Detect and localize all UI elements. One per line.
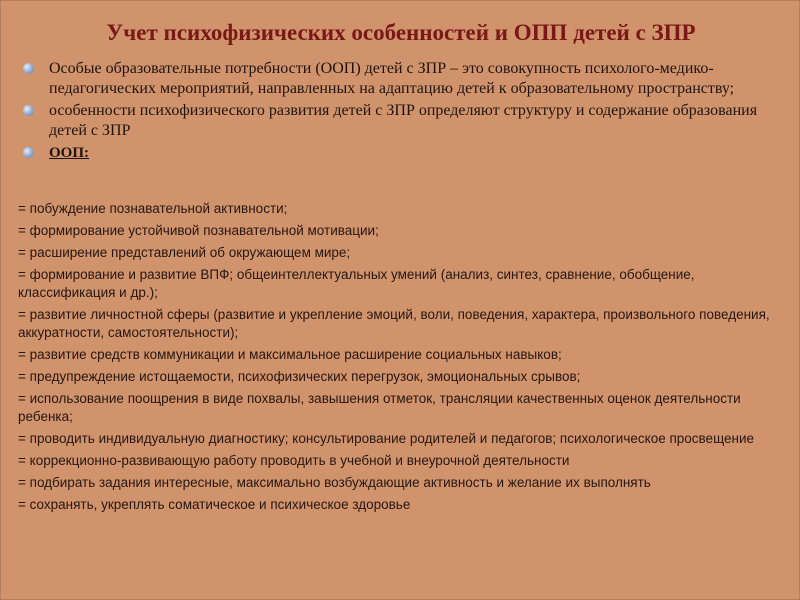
bullet-dot-icon [23, 147, 34, 158]
bullet-item-oop-definition [23, 59, 793, 99]
list-item: = предупреждение истощаемости, психофизических перегрузок, эмоциональных срывов; [18, 369, 581, 384]
list-item: = побуждение познавательной активности; [18, 201, 288, 216]
list-item: = коррекционно-развивающую работу проводить в учебной и внеурочной деятельности [18, 453, 570, 468]
bullet-dot-icon [23, 63, 34, 74]
bullet-item-development-features [23, 101, 793, 141]
list-item: = подбирать задания интересные, максимально возбуждающие активность и желание их выполнять [18, 475, 651, 490]
list-item: = развитие личностной сферы (развитие и укрепление эмоций, воли, поведения, характера, произвольного поведения, аккуратности, самостоятельности); [18, 307, 770, 340]
list-item: = развитие средств коммуникации и максимальное расширение социальных навыков; [18, 347, 562, 362]
list-item: = сохранять, укреплять соматическое и психическое здоровье [18, 497, 411, 512]
bullet-item-oop-heading [23, 143, 793, 163]
bullet-list [23, 59, 793, 165]
list-item: = формирование и развитие ВПФ; общеинтеллектуальных умений (анализ, синтез, сравнение, обобщение, классификация и др.); [18, 267, 695, 300]
list-item: = проводить индивидуальную диагностику; консультирование родителей и педагогов; психологическое просвещение [18, 431, 755, 446]
list-item: = формирование устойчивой познавательной мотивации; [18, 223, 379, 238]
bullet-text: ООП: [49, 145, 89, 161]
oop-item-list [18, 200, 788, 518]
slide-title: Учет психофизических особенностей и ОПП детей с ЗПР [106, 20, 696, 45]
bullet-text: особенности психофизического развития детей с ЗПР определяют структуру и содержание образования детей с ЗПР [49, 102, 758, 139]
list-item: = расширение представлений об окружающем мире; [18, 245, 351, 260]
bullet-text: Особые образовательные потребности (ООП) детей с ЗПР – это совокупность психолого-медико-педагогических мероприятий, направленных на адаптацию детей к образовательному пространству; [49, 60, 735, 97]
list-item: = использование поощрения в виде похвалы, завышения отметок, трансляции качественных оценок деятельности ребенка; [18, 391, 741, 424]
bullet-dot-icon [23, 105, 34, 116]
